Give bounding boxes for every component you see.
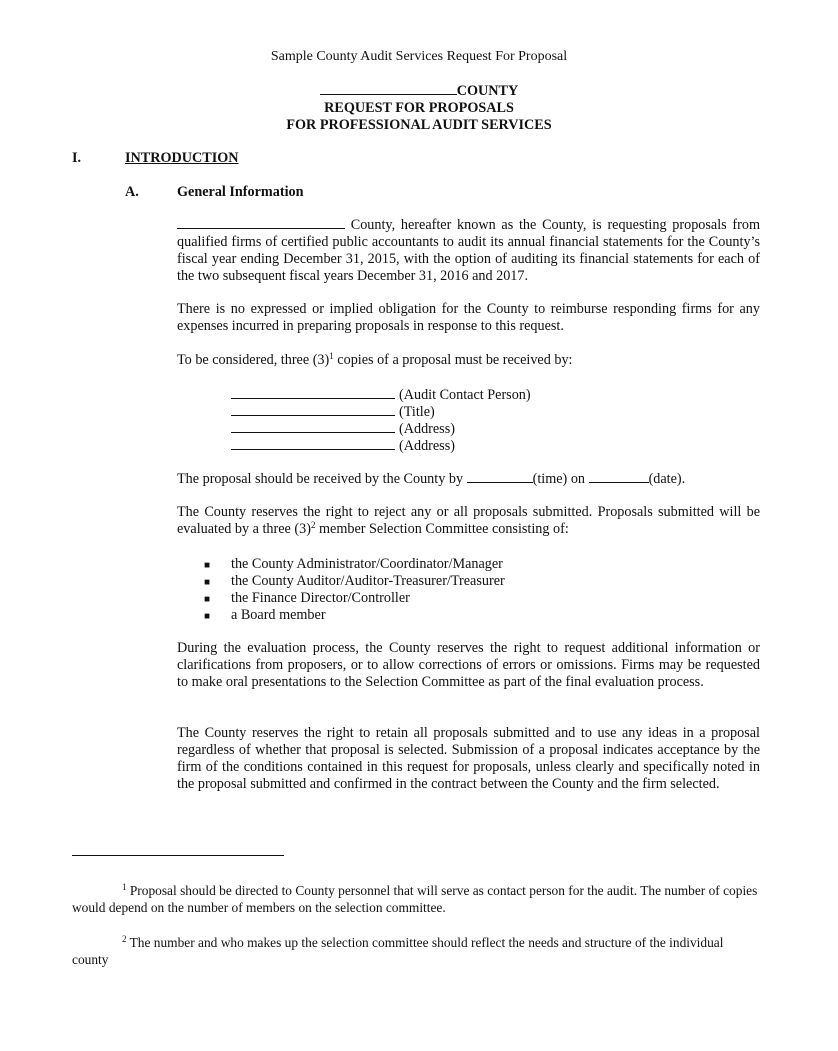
deadline-text-start: The proposal should be received by the County by [177, 471, 467, 487]
paragraph-evaluation: During the evaluation process, the County reserves the right to request additional information or clarifications from proposers, or to allow corrections of errors or omissions. Firms may be requested to make oral presentations to the Selection Committee as part of the final evaluation process. [177, 640, 760, 690]
list-item-text: a Board member [231, 607, 326, 623]
contact-field-label: (Address) [399, 421, 455, 437]
square-bullet-icon: ■ [204, 560, 211, 571]
paragraph-intro [177, 216, 760, 285]
contact-field-label: (Title) [399, 404, 435, 420]
title-county: COUNTY [456, 83, 519, 99]
county-name-blank [177, 216, 345, 229]
document-title [0, 82, 838, 134]
square-bullet-icon: ■ [204, 611, 211, 622]
title-line-services: FOR PROFESSIONAL AUDIT SERVICES [286, 117, 552, 133]
subsection-title: General Information [177, 184, 304, 200]
paragraph-retention: The County reserves the right to retain all proposals submitted and to use any ideas in a proposal regardless of whether that proposal is selected. Submission of a proposal indicates acceptance by the firm of the conditions contained in this request for proposals, unless clearly and specifically noted in the proposal submitted and confirmed in the contract between the County and the firm selected. [177, 725, 760, 792]
list-item-text: the Finance Director/Controller [231, 590, 410, 606]
subsection-letter: A. [125, 184, 139, 200]
list-item [204, 556, 724, 573]
county-name-blank [320, 82, 457, 95]
deadline-date-label: (date). [648, 471, 686, 487]
contact-field-label: (Audit Contact Person) [399, 387, 531, 403]
footnote-ref-2: 2 [310, 520, 316, 530]
paragraph-copies [177, 352, 760, 369]
title-line-county [0, 82, 838, 100]
contact-field-row [231, 420, 631, 437]
contact-field-row [231, 403, 631, 420]
section-number: I. [72, 150, 82, 166]
copies-text-start: To be considered, three (3) [177, 352, 330, 368]
contact-fields [231, 386, 631, 454]
paragraph-deadline [177, 470, 760, 488]
fill-in-blank [231, 420, 395, 433]
fill-in-blank [231, 403, 395, 416]
footnote-1 [72, 882, 762, 916]
date-blank [589, 470, 649, 483]
paragraph-intro-text: County, hereafter known as the County, is requesting proposals from qualified firms of certified public accountants to audit its annual financial statements for the County’s fiscal year ending December 31, 2015, with the option of auditing its financial statements for each of the two subsequent fiscal years December 31, 2016 and 2017. [177, 217, 760, 284]
contact-field-row [231, 386, 631, 403]
title-line-rfp: REQUEST FOR PROPOSALS [324, 100, 514, 116]
footnote-marker: 2 [122, 934, 127, 944]
fill-in-blank [231, 437, 395, 450]
list-item-text: the County Administrator/Coordinator/Manager [231, 556, 503, 572]
footnote-marker: 1 [122, 882, 127, 892]
list-item-text: the County Auditor/Auditor-Treasurer/Treasurer [231, 573, 505, 589]
list-item [204, 573, 724, 590]
fill-in-blank [231, 386, 395, 399]
committee-list [204, 556, 724, 624]
time-blank [467, 470, 533, 483]
list-item [204, 607, 724, 624]
contact-field-row [231, 437, 631, 454]
section-title: INTRODUCTION [125, 150, 239, 166]
footnote-text: The number and who makes up the selection committee should reflect the needs and structure of the individual county [72, 935, 724, 967]
footnote-ref-1: 1 [329, 351, 334, 361]
running-header: Sample County Audit Services Request For Proposal [270, 49, 568, 64]
contact-field-label: (Address) [399, 438, 455, 454]
square-bullet-icon: ■ [204, 594, 211, 605]
deadline-time-label: (time) on [532, 471, 589, 487]
paragraph-selection [177, 504, 760, 538]
selection-text-end: member Selection Committee consisting of: [315, 521, 569, 537]
selection-text-start: The County reserves the right to reject any or all proposals submitted. Proposals submitted will be evaluated by a three (3) [177, 504, 760, 537]
copies-text-end: copies of a proposal must be received by: [333, 352, 573, 368]
footnote-2 [72, 934, 762, 968]
square-bullet-icon: ■ [204, 577, 211, 588]
footnote-text: Proposal should be directed to County personnel that will serve as contact person for the audit. The number of copies would depend on the number of members on the selection committee. [72, 883, 758, 915]
list-item [204, 590, 724, 607]
footnote-divider [72, 855, 284, 856]
paragraph-obligation: There is no expressed or implied obligation for the County to reimburse responding firms for any expenses incurred in preparing proposals in response to this request. [177, 301, 760, 334]
